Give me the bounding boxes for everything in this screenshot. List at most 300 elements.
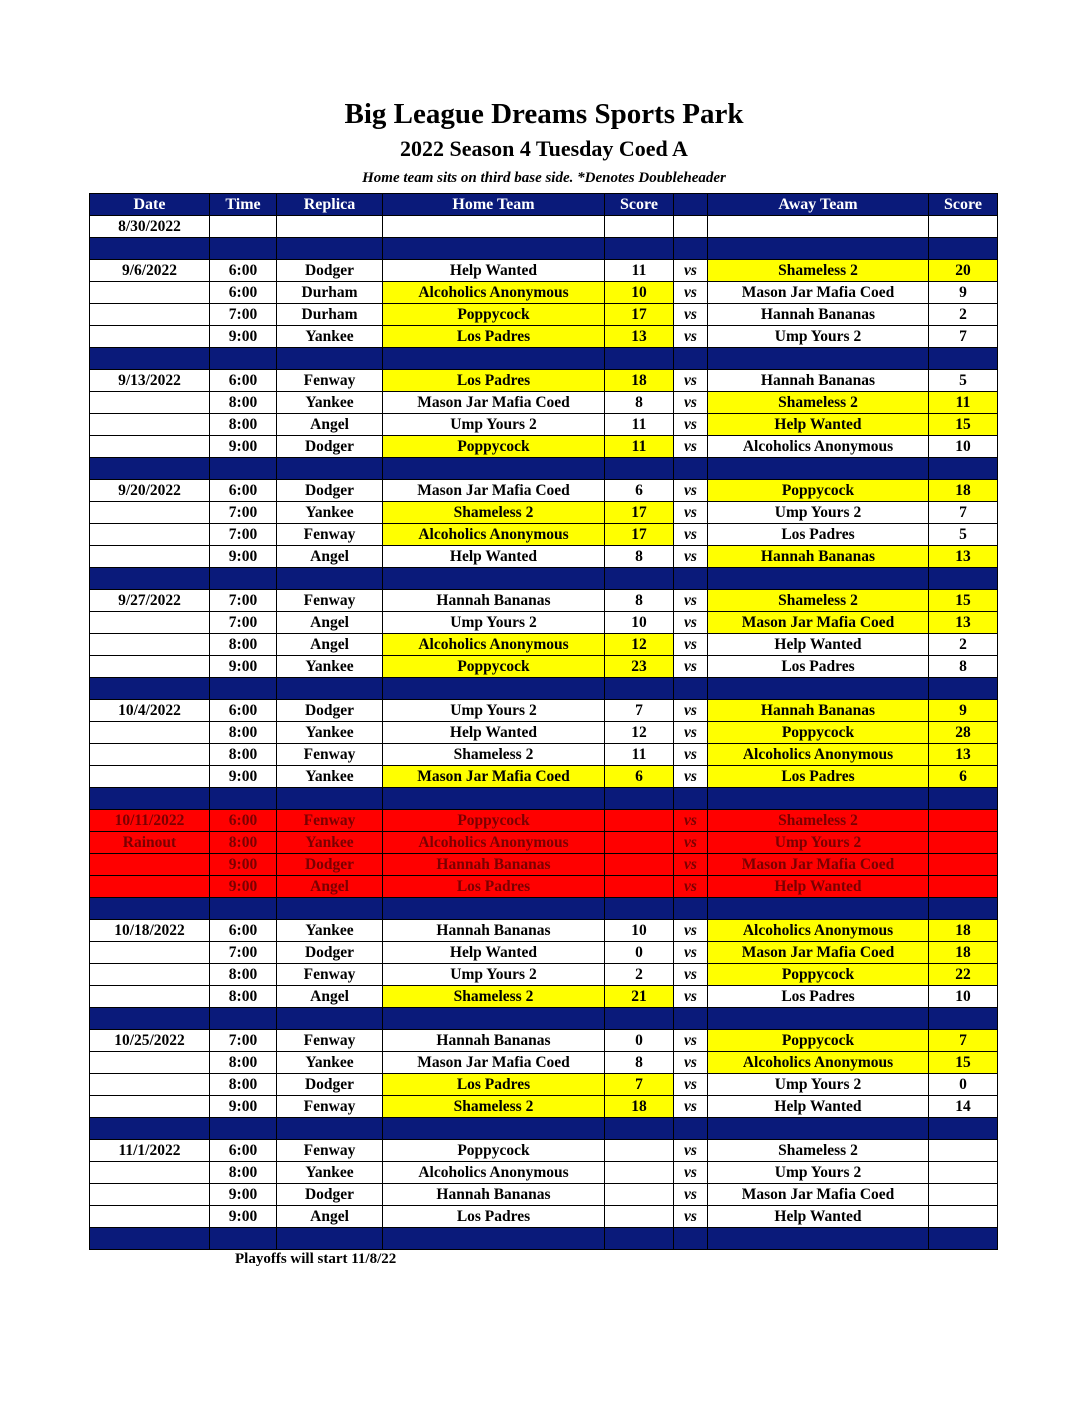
- separator-cell: [708, 348, 929, 370]
- away-score-cell: [929, 1162, 998, 1184]
- home-team-cell: Hannah Bananas: [383, 590, 605, 612]
- away-team-cell: Poppycock: [708, 1030, 929, 1052]
- time-cell: 8:00: [210, 414, 277, 436]
- home-score-cell: 11: [605, 744, 674, 766]
- away-score-cell: [929, 1206, 998, 1228]
- separator-cell: [708, 898, 929, 920]
- replica-cell: Angel: [277, 634, 383, 656]
- separator-cell: [708, 568, 929, 590]
- replica-cell: Yankee: [277, 392, 383, 414]
- away-score-cell: [929, 832, 998, 854]
- time-cell: 6:00: [210, 480, 277, 502]
- game-row: [90, 216, 998, 238]
- replica-cell: Dodger: [277, 1074, 383, 1096]
- home-score-cell: [605, 1162, 674, 1184]
- home-score-cell: [605, 854, 674, 876]
- separator-cell: [708, 1118, 929, 1140]
- home-team-cell: Alcoholics Anonymous: [383, 524, 605, 546]
- vs-cell: vs: [674, 1184, 708, 1206]
- replica-cell: Yankee: [277, 766, 383, 788]
- time-cell: 8:00: [210, 986, 277, 1008]
- home-team-cell: Alcoholics Anonymous: [383, 282, 605, 304]
- away-score-cell: 7: [929, 326, 998, 348]
- vs-cell: vs: [674, 480, 708, 502]
- vs-cell: vs: [674, 1206, 708, 1228]
- date-cell: 10/25/2022: [90, 1030, 210, 1052]
- away-score-cell: 11: [929, 392, 998, 414]
- vs-cell: vs: [674, 920, 708, 942]
- game-row: [90, 1206, 998, 1228]
- vs-cell: vs: [674, 700, 708, 722]
- away-score-cell: 14: [929, 1096, 998, 1118]
- away-score-cell: [929, 876, 998, 898]
- separator-cell: [605, 568, 674, 590]
- replica-cell: Fenway: [277, 590, 383, 612]
- separator-cell: [708, 238, 929, 260]
- vs-cell: vs: [674, 612, 708, 634]
- replica-cell: Yankee: [277, 832, 383, 854]
- game-row: [90, 546, 998, 568]
- separator-cell: [210, 458, 277, 480]
- vs-cell: vs: [674, 546, 708, 568]
- game-row: [90, 986, 998, 1008]
- time-cell: 9:00: [210, 436, 277, 458]
- vs-cell: vs: [674, 1030, 708, 1052]
- away-team-cell: Poppycock: [708, 722, 929, 744]
- separator-cell: [383, 568, 605, 590]
- date-cell: [90, 612, 210, 634]
- separator-cell: [383, 1118, 605, 1140]
- col-replica: Replica: [277, 194, 383, 216]
- game-row: [90, 502, 998, 524]
- vs-cell: vs: [674, 304, 708, 326]
- game-row: [90, 260, 998, 282]
- time-cell: 9:00: [210, 546, 277, 568]
- home-score-cell: 18: [605, 1096, 674, 1118]
- time-cell: 7:00: [210, 612, 277, 634]
- separator-cell: [605, 788, 674, 810]
- game-row: [90, 436, 998, 458]
- separator-cell: [383, 678, 605, 700]
- game-row: [90, 1140, 998, 1162]
- home-score-cell: [605, 1184, 674, 1206]
- home-team-cell: Hannah Bananas: [383, 1030, 605, 1052]
- time-cell: 7:00: [210, 524, 277, 546]
- separator-cell: [674, 458, 708, 480]
- date-cell: [90, 392, 210, 414]
- game-row: [90, 612, 998, 634]
- replica-cell: Fenway: [277, 810, 383, 832]
- away-score-cell: 7: [929, 502, 998, 524]
- home-team-cell: Los Padres: [383, 1206, 605, 1228]
- vs-cell: vs: [674, 942, 708, 964]
- separator-cell: [674, 568, 708, 590]
- away-team-cell: Shameless 2: [708, 392, 929, 414]
- game-row: [90, 744, 998, 766]
- away-score-cell: 18: [929, 920, 998, 942]
- away-score-cell: 8: [929, 656, 998, 678]
- home-team-cell: Poppycock: [383, 810, 605, 832]
- away-score-cell: 13: [929, 546, 998, 568]
- time-cell: 6:00: [210, 260, 277, 282]
- home-team-cell: Help Wanted: [383, 942, 605, 964]
- home-score-cell: 17: [605, 524, 674, 546]
- game-row: [90, 656, 998, 678]
- separator-cell: [708, 1008, 929, 1030]
- time-cell: 8:00: [210, 744, 277, 766]
- vs-cell: vs: [674, 436, 708, 458]
- date-cell: 9/13/2022: [90, 370, 210, 392]
- home-team-cell: Shameless 2: [383, 1096, 605, 1118]
- away-score-cell: 2: [929, 634, 998, 656]
- away-score-cell: 20: [929, 260, 998, 282]
- home-score-cell: 11: [605, 260, 674, 282]
- away-team-cell: [708, 216, 929, 238]
- separator-cell: [929, 1228, 998, 1250]
- away-team-cell: Mason Jar Mafia Coed: [708, 282, 929, 304]
- home-score-cell: 10: [605, 920, 674, 942]
- away-score-cell: 22: [929, 964, 998, 986]
- date-cell: 10/11/2022: [90, 810, 210, 832]
- separator-cell: [674, 898, 708, 920]
- separator-cell: [929, 788, 998, 810]
- home-score-cell: 21: [605, 986, 674, 1008]
- time-cell: 9:00: [210, 766, 277, 788]
- date-cell: 9/20/2022: [90, 480, 210, 502]
- separator-cell: [929, 458, 998, 480]
- separator-cell: [277, 348, 383, 370]
- separator-cell: [605, 458, 674, 480]
- separator-cell: [605, 898, 674, 920]
- week-separator-row: [90, 898, 998, 920]
- replica-cell: Yankee: [277, 722, 383, 744]
- separator-cell: [277, 1118, 383, 1140]
- away-score-cell: 6: [929, 766, 998, 788]
- separator-cell: [210, 788, 277, 810]
- vs-cell: vs: [674, 392, 708, 414]
- home-score-cell: [605, 810, 674, 832]
- away-score-cell: 9: [929, 282, 998, 304]
- page-title: Big League Dreams Sports Park: [344, 98, 744, 130]
- replica-cell: Yankee: [277, 656, 383, 678]
- time-cell: 8:00: [210, 722, 277, 744]
- replica-cell: Durham: [277, 282, 383, 304]
- replica-cell: [277, 216, 383, 238]
- separator-cell: [674, 348, 708, 370]
- home-team-cell: Ump Yours 2: [383, 700, 605, 722]
- vs-cell: vs: [674, 590, 708, 612]
- separator-cell: [929, 1008, 998, 1030]
- separator-cell: [708, 678, 929, 700]
- time-cell: 6:00: [210, 282, 277, 304]
- replica-cell: Fenway: [277, 370, 383, 392]
- replica-cell: Angel: [277, 1206, 383, 1228]
- away-score-cell: [929, 1184, 998, 1206]
- home-team-cell: Alcoholics Anonymous: [383, 1162, 605, 1184]
- time-cell: 9:00: [210, 1184, 277, 1206]
- time-cell: [210, 216, 277, 238]
- game-row: [90, 942, 998, 964]
- time-cell: 9:00: [210, 326, 277, 348]
- separator-cell: [90, 1008, 210, 1030]
- home-team-cell: Alcoholics Anonymous: [383, 634, 605, 656]
- home-team-cell: Help Wanted: [383, 546, 605, 568]
- home-team-cell: Poppycock: [383, 304, 605, 326]
- game-row: [90, 722, 998, 744]
- game-row: [90, 810, 998, 832]
- separator-cell: [277, 678, 383, 700]
- away-team-cell: Hannah Bananas: [708, 546, 929, 568]
- time-cell: 9:00: [210, 656, 277, 678]
- separator-cell: [210, 1228, 277, 1250]
- separator-cell: [90, 348, 210, 370]
- time-cell: 9:00: [210, 876, 277, 898]
- replica-cell: Fenway: [277, 1030, 383, 1052]
- date-cell: [90, 1184, 210, 1206]
- away-score-cell: 18: [929, 942, 998, 964]
- away-team-cell: Hannah Bananas: [708, 700, 929, 722]
- home-score-cell: 10: [605, 612, 674, 634]
- time-cell: 8:00: [210, 964, 277, 986]
- separator-cell: [929, 678, 998, 700]
- away-score-cell: 9: [929, 700, 998, 722]
- week-separator-row: [90, 568, 998, 590]
- home-team-cell: [383, 216, 605, 238]
- away-score-cell: 0: [929, 1074, 998, 1096]
- week-separator-row: [90, 238, 998, 260]
- time-cell: 9:00: [210, 1096, 277, 1118]
- away-score-cell: 18: [929, 480, 998, 502]
- col-home-score: Score: [605, 194, 674, 216]
- replica-cell: Dodger: [277, 480, 383, 502]
- home-score-cell: [605, 216, 674, 238]
- home-team-cell: Los Padres: [383, 370, 605, 392]
- home-score-cell: 7: [605, 700, 674, 722]
- away-score-cell: 28: [929, 722, 998, 744]
- home-score-cell: 10: [605, 282, 674, 304]
- separator-cell: [383, 1008, 605, 1030]
- replica-cell: Angel: [277, 986, 383, 1008]
- separator-cell: [929, 238, 998, 260]
- vs-cell: vs: [674, 1074, 708, 1096]
- date-cell: [90, 1052, 210, 1074]
- time-cell: 7:00: [210, 1030, 277, 1052]
- away-score-cell: 15: [929, 414, 998, 436]
- away-team-cell: Ump Yours 2: [708, 1162, 929, 1184]
- home-score-cell: 8: [605, 1052, 674, 1074]
- game-row: [90, 524, 998, 546]
- home-score-cell: 18: [605, 370, 674, 392]
- away-team-cell: Help Wanted: [708, 634, 929, 656]
- date-cell: 9/27/2022: [90, 590, 210, 612]
- away-team-cell: Hannah Bananas: [708, 304, 929, 326]
- away-score-cell: 2: [929, 304, 998, 326]
- date-cell: 8/30/2022: [90, 216, 210, 238]
- home-team-cell: Shameless 2: [383, 744, 605, 766]
- date-cell: [90, 414, 210, 436]
- vs-cell: vs: [674, 282, 708, 304]
- game-row: [90, 414, 998, 436]
- separator-cell: [277, 1008, 383, 1030]
- home-team-cell: Mason Jar Mafia Coed: [383, 766, 605, 788]
- separator-cell: [90, 788, 210, 810]
- home-score-cell: 0: [605, 942, 674, 964]
- away-team-cell: Ump Yours 2: [708, 1074, 929, 1096]
- date-cell: [90, 1096, 210, 1118]
- date-cell: [90, 634, 210, 656]
- away-team-cell: Ump Yours 2: [708, 832, 929, 854]
- replica-cell: Yankee: [277, 1162, 383, 1184]
- vs-cell: vs: [674, 766, 708, 788]
- week-separator-row: [90, 678, 998, 700]
- separator-cell: [383, 1228, 605, 1250]
- vs-cell: vs: [674, 964, 708, 986]
- time-cell: 9:00: [210, 1206, 277, 1228]
- separator-cell: [90, 1118, 210, 1140]
- date-cell: [90, 436, 210, 458]
- game-row: [90, 854, 998, 876]
- separator-cell: [383, 898, 605, 920]
- away-team-cell: Alcoholics Anonymous: [708, 744, 929, 766]
- date-cell: [90, 722, 210, 744]
- vs-cell: vs: [674, 810, 708, 832]
- replica-cell: Dodger: [277, 436, 383, 458]
- away-score-cell: [929, 810, 998, 832]
- date-cell: [90, 282, 210, 304]
- vs-cell: [674, 216, 708, 238]
- away-team-cell: Poppycock: [708, 964, 929, 986]
- separator-cell: [708, 458, 929, 480]
- date-cell: [90, 656, 210, 678]
- col-away-score: Score: [929, 194, 998, 216]
- away-team-cell: Mason Jar Mafia Coed: [708, 854, 929, 876]
- home-score-cell: [605, 876, 674, 898]
- replica-cell: Yankee: [277, 502, 383, 524]
- replica-cell: Fenway: [277, 1140, 383, 1162]
- separator-cell: [605, 348, 674, 370]
- home-team-cell: Poppycock: [383, 1140, 605, 1162]
- date-cell: [90, 304, 210, 326]
- time-cell: 6:00: [210, 1140, 277, 1162]
- separator-cell: [210, 1118, 277, 1140]
- vs-cell: vs: [674, 1052, 708, 1074]
- home-team-cell: Mason Jar Mafia Coed: [383, 1052, 605, 1074]
- time-cell: 7:00: [210, 502, 277, 524]
- vs-cell: vs: [674, 1096, 708, 1118]
- separator-cell: [383, 458, 605, 480]
- away-team-cell: Mason Jar Mafia Coed: [708, 1184, 929, 1206]
- date-cell: [90, 964, 210, 986]
- separator-cell: [90, 458, 210, 480]
- away-team-cell: Help Wanted: [708, 1096, 929, 1118]
- vs-cell: vs: [674, 524, 708, 546]
- vs-cell: vs: [674, 260, 708, 282]
- time-cell: 8:00: [210, 832, 277, 854]
- away-team-cell: Shameless 2: [708, 810, 929, 832]
- date-cell: [90, 326, 210, 348]
- separator-cell: [90, 1228, 210, 1250]
- away-team-cell: Los Padres: [708, 524, 929, 546]
- away-team-cell: Los Padres: [708, 656, 929, 678]
- vs-cell: vs: [674, 832, 708, 854]
- separator-cell: [277, 568, 383, 590]
- home-team-cell: Alcoholics Anonymous: [383, 832, 605, 854]
- home-score-cell: 8: [605, 590, 674, 612]
- home-team-cell: Shameless 2: [383, 502, 605, 524]
- home-team-cell: Ump Yours 2: [383, 414, 605, 436]
- home-team-cell: Hannah Bananas: [383, 854, 605, 876]
- away-team-cell: Help Wanted: [708, 414, 929, 436]
- date-cell: 9/6/2022: [90, 260, 210, 282]
- home-team-cell: Help Wanted: [383, 260, 605, 282]
- replica-cell: Angel: [277, 876, 383, 898]
- col-away-team: Away Team: [708, 194, 929, 216]
- game-row: [90, 876, 998, 898]
- away-score-cell: 10: [929, 436, 998, 458]
- home-score-cell: 12: [605, 722, 674, 744]
- replica-cell: Dodger: [277, 1184, 383, 1206]
- game-row: [90, 1096, 998, 1118]
- separator-cell: [674, 238, 708, 260]
- game-row: [90, 964, 998, 986]
- separator-cell: [674, 1228, 708, 1250]
- time-cell: 6:00: [210, 810, 277, 832]
- time-cell: 6:00: [210, 920, 277, 942]
- game-row: [90, 920, 998, 942]
- replica-cell: Angel: [277, 612, 383, 634]
- replica-cell: Dodger: [277, 854, 383, 876]
- time-cell: 8:00: [210, 634, 277, 656]
- home-team-cell: Los Padres: [383, 326, 605, 348]
- replica-cell: Dodger: [277, 260, 383, 282]
- home-team-cell: Mason Jar Mafia Coed: [383, 480, 605, 502]
- col-home-team: Home Team: [383, 194, 605, 216]
- away-team-cell: Mason Jar Mafia Coed: [708, 942, 929, 964]
- date-cell: [90, 1074, 210, 1096]
- vs-cell: vs: [674, 414, 708, 436]
- separator-cell: [708, 1228, 929, 1250]
- separator-cell: [383, 238, 605, 260]
- home-score-cell: 17: [605, 304, 674, 326]
- separator-cell: [90, 238, 210, 260]
- vs-cell: vs: [674, 722, 708, 744]
- week-separator-row: [90, 788, 998, 810]
- date-cell: [90, 744, 210, 766]
- date-cell: [90, 502, 210, 524]
- vs-cell: vs: [674, 854, 708, 876]
- separator-cell: [90, 898, 210, 920]
- game-row: [90, 370, 998, 392]
- home-score-cell: 23: [605, 656, 674, 678]
- vs-cell: vs: [674, 876, 708, 898]
- vs-cell: vs: [674, 656, 708, 678]
- date-cell: [90, 524, 210, 546]
- home-team-cell: Ump Yours 2: [383, 964, 605, 986]
- game-row: [90, 282, 998, 304]
- separator-cell: [210, 568, 277, 590]
- schedule-body: [90, 216, 998, 1250]
- game-row: [90, 700, 998, 722]
- date-cell: [90, 986, 210, 1008]
- separator-cell: [605, 1118, 674, 1140]
- separator-cell: [210, 238, 277, 260]
- vs-cell: vs: [674, 634, 708, 656]
- replica-cell: Fenway: [277, 744, 383, 766]
- date-cell: [90, 1206, 210, 1228]
- game-row: [90, 1184, 998, 1206]
- date-cell: [90, 546, 210, 568]
- separator-cell: [210, 348, 277, 370]
